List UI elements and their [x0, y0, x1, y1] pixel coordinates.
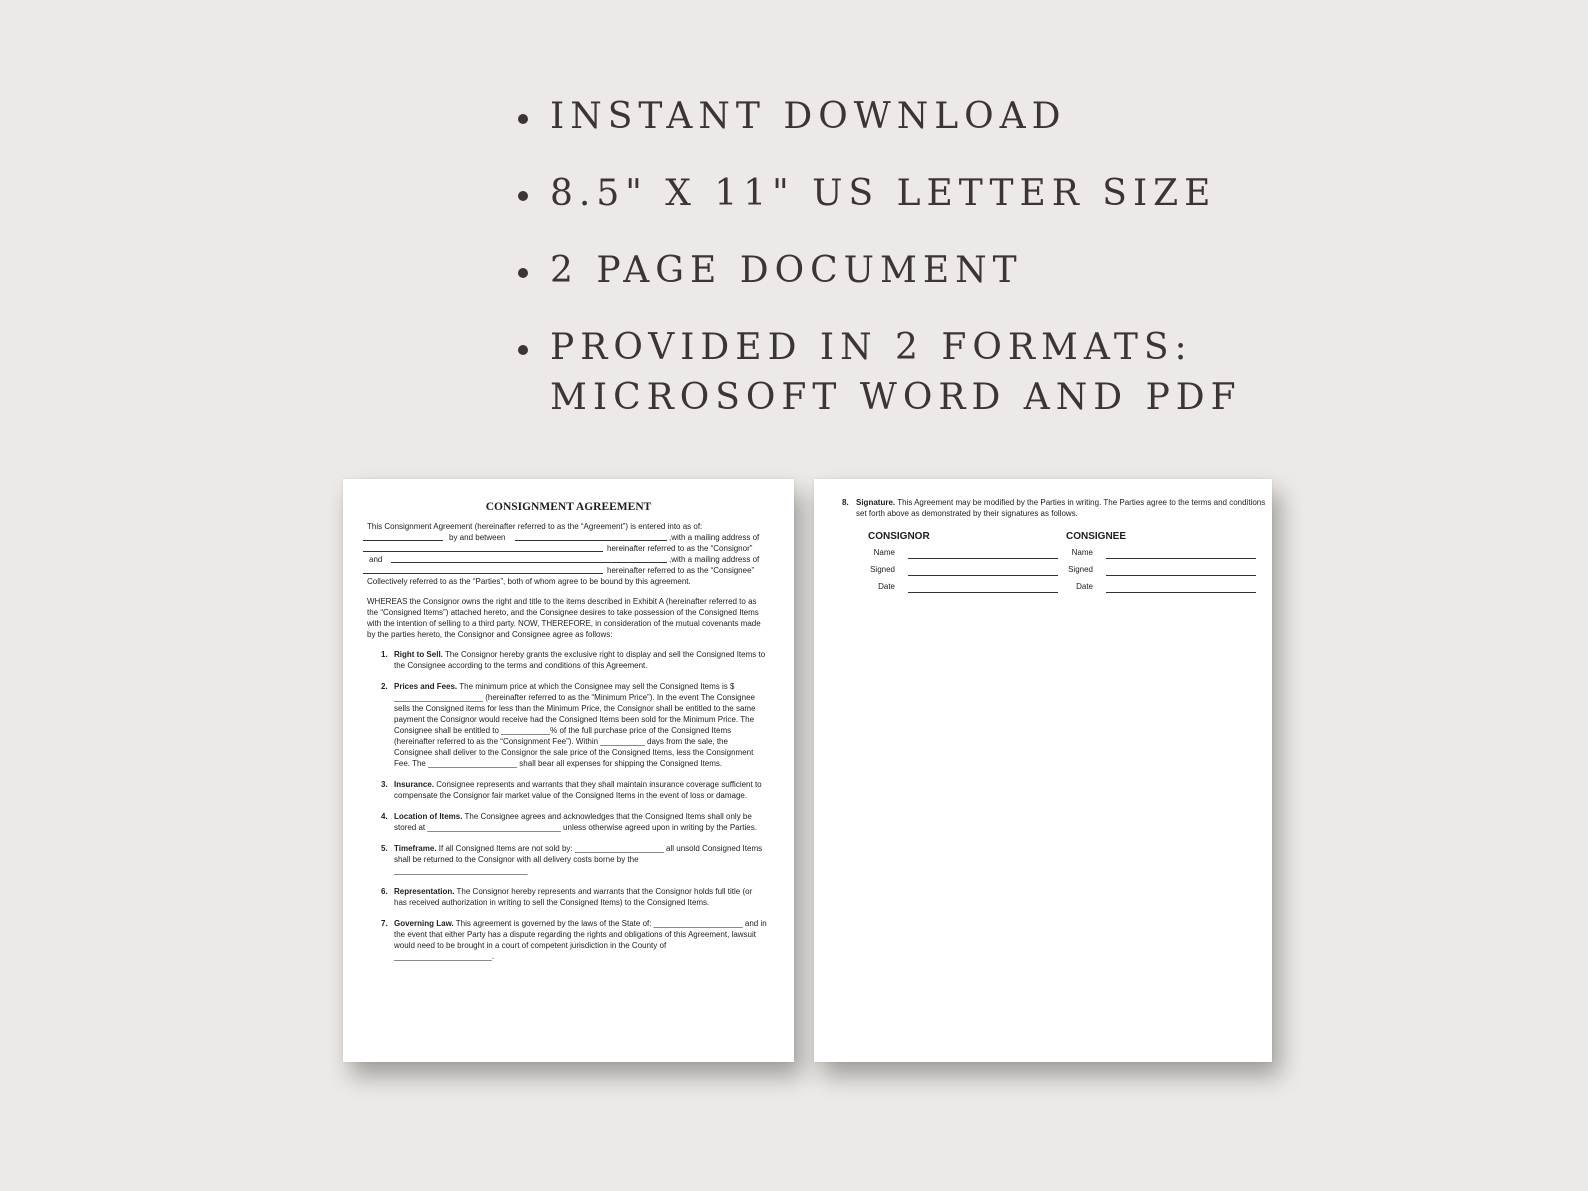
bullet-icon — [518, 114, 528, 124]
document-body — [367, 521, 767, 972]
feature-text: MICROSOFT WORD AND PDF — [550, 377, 1242, 418]
consignee-signature-block — [1066, 531, 1256, 597]
signature-row: Name — [868, 546, 1058, 563]
intro-line: and ,with a mailing address of — [369, 555, 760, 564]
blank-line — [908, 592, 1058, 593]
blank-line — [363, 532, 443, 541]
intro-collectively: Collectively referred to as the “Parties”, both of whom agree to be bound by this agreement. — [367, 577, 691, 586]
clause-list — [367, 649, 767, 962]
intro-line: by and between ,with a mailing address of — [367, 532, 767, 543]
feature-text: INSTANT DOWNLOAD — [550, 96, 1067, 137]
whereas-paragraph: WHEREAS the Consignor owns the right and title to the items described in Exhibit A (hereinafter referred to as the “Consigned Items”) attached hereto, and the Consignee desires to take possession of the Consigned Items with the intention of selling to a third party. NOW, THEREFORE, in consideration of the mutual covenants made by the parties hereto, the Consignor and Consignee agree as follows: — [367, 597, 761, 639]
feature-text: PROVIDED IN 2 FORMATS: — [550, 327, 1193, 368]
blank-line — [908, 575, 1058, 576]
intro-line: hereinafter referred to as the “Consignee” — [367, 565, 767, 576]
signature-row: Signed — [868, 563, 1058, 580]
blank-line — [1106, 575, 1256, 576]
consignor-heading: CONSIGNOR — [868, 531, 930, 542]
blank-line — [391, 554, 667, 563]
feature-item — [514, 246, 1514, 296]
signature-row: Date — [868, 580, 1058, 597]
document-page-1 — [343, 479, 794, 1062]
document-page-2 — [814, 479, 1272, 1062]
feature-list — [514, 92, 1514, 450]
clause: 1. Right to Sell. The Consignor hereby grants the exclusive right to display and sell the Consigned Items to the Consignee according to the terms and conditions of this Agreement. — [381, 650, 766, 670]
blank-line — [515, 532, 667, 541]
clause: 6. Representation. The Consignor hereby represents and warrants that the Consignor holds full title (or has received authorization in writing to sell the Consigned Items) to the Consigned Items. — [381, 887, 753, 907]
bullet-icon — [518, 268, 528, 278]
blank-line — [1106, 592, 1256, 593]
consignor-signature-block — [868, 531, 1058, 597]
clause: 2. Prices and Fees. The minimum price at which the Consignee may sell the Consigned Items is $ ____________________ (hereinafter referred to as the “Minimum Price”). In the event The Consignee sells the Consigned items for less than the Minimum Price, the Consignor shall be entitled to the same payment the Consignor would receive had the Consigned Items been sold for the Minimum Price. The Consignee shall be entitled to ___________% of the full purchase price of the Consigned Items (hereinafter referred to as the “Consignment Fee”). Within __________ days from the sale, the Consignee shall deliver to the Consignor the sale price of the Consigned Items, less the Consignment Fee. The ____________________ shall bear all expenses for shipping the Consigned Items. — [381, 682, 756, 768]
signature-row: Date — [1066, 580, 1256, 597]
feature-text: 2 PAGE DOCUMENT — [550, 250, 1023, 291]
bullet-icon — [518, 345, 528, 355]
blank-line — [363, 543, 603, 552]
feature-item — [514, 92, 1514, 142]
clause: 4. Location of Items. The Consignee agrees and acknowledges that the Consigned Items shall only be stored at ______________________________ unless otherwise agreed upon in writing by the Parties. — [381, 812, 757, 832]
blank-line — [908, 558, 1058, 559]
clause: 8. Signature. This Agreement may be modified by the Parties in writing. The Parties agree to the terms and conditions set forth above as demonstrated by their signatures as follows. — [842, 498, 1266, 518]
signature-row: Name — [1066, 546, 1256, 563]
feature-item — [514, 323, 1514, 423]
feature-item — [514, 169, 1514, 219]
clause: 5. Timeframe. If all Consigned Items are not sold by: ____________________ all unsold Consigned Items shall be returned to the Consignor with all delivery costs borne by the ______________________________ — [381, 844, 763, 875]
clause: 3. Insurance. Consignee represents and warrants that they shall maintain insurance coverage sufficient to compensate the Consignor fair market value of the Consigned Items in the event of loss or damage. — [381, 780, 762, 800]
bullet-icon — [518, 191, 528, 201]
signature-row: Signed — [1066, 563, 1256, 580]
feature-text: 8.5" X 11" US LETTER SIZE — [550, 173, 1217, 214]
consignee-heading: CONSIGNEE — [1066, 531, 1127, 542]
blank-line — [1106, 558, 1256, 559]
document-title: CONSIGNMENT AGREEMENT — [485, 501, 652, 513]
intro-line: This Consignment Agreement (hereinafter referred to as the “Agreement”) is entered into as of: — [367, 522, 703, 531]
blank-line — [363, 565, 603, 574]
clause: 7. Governing Law. This agreement is governed by the laws of the State of: ____________________ and in the event that either Party has a dispute regarding the rights and obligations of this Agreement, lawsuit would need to be brought in a court of competent jurisdiction in the County of ______________________. — [381, 919, 767, 961]
intro-line: hereinafter referred to as the “Consignor” — [367, 543, 767, 554]
